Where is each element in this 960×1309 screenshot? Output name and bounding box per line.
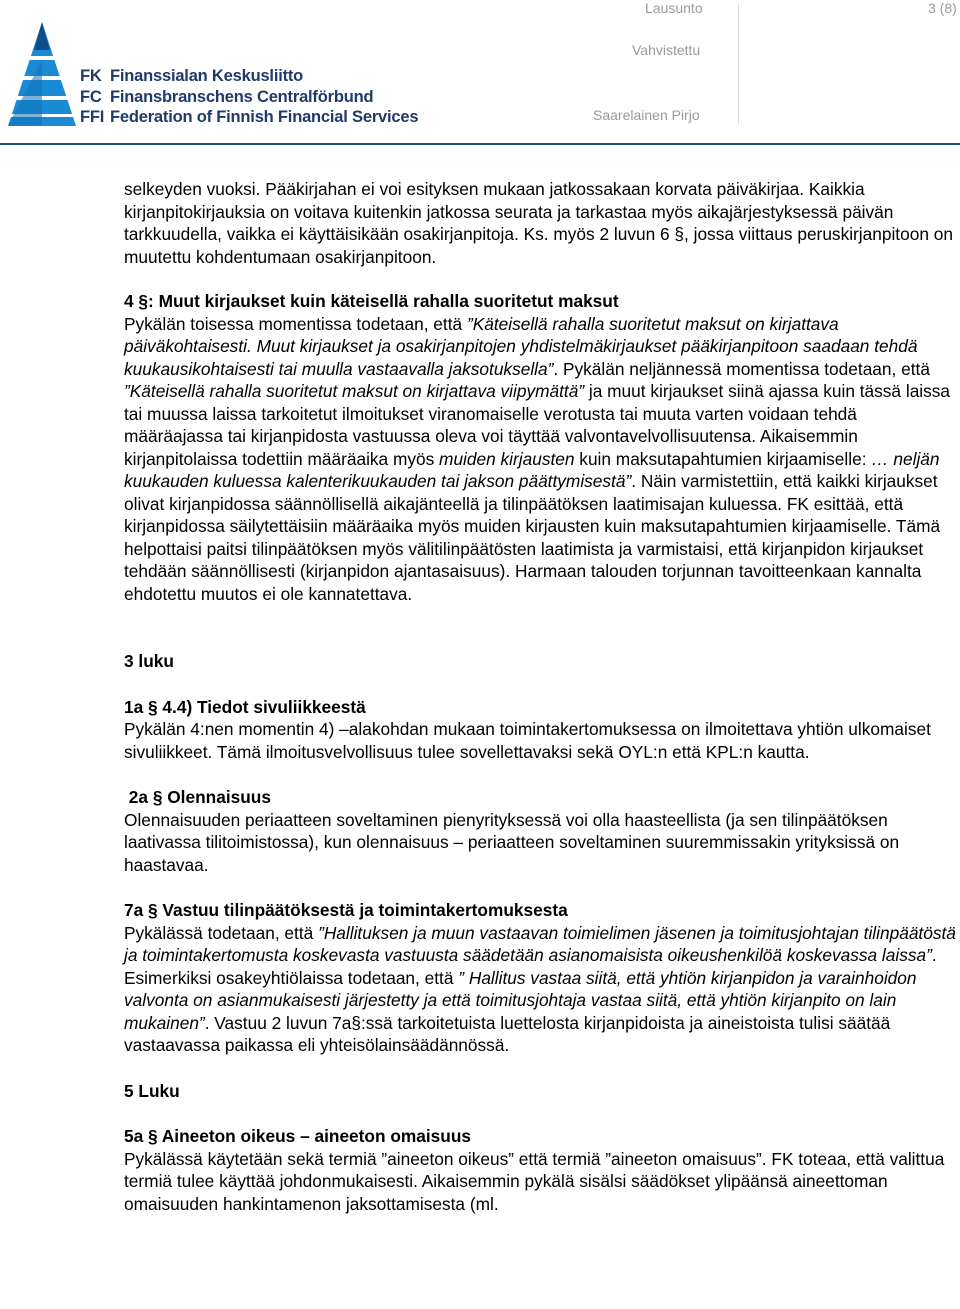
paragraph-section-4: Pykälän toisessa momentissa todetaan, että ”Käteisellä rahalla suoritetut maksut on kirjattava päiväkohtaisesti. Muut kirjaukset ja osakirjanpitojen yhdistelmäkirjaukset pääkirjanpitoon saadaan tehdä kuukausikohtaisesti tai muulla vastaavalla jaksotuksella”. Pykälän neljännessä momentissa todetaan, että ”Käteisellä rahalla suoritetut maksut on kirjattava viipymättä” ja muut kirjaukset siinä ajassa kuin tässä laissa tai muussa laissa tarkoitetut ilmoitukset viranomaiselle verotusta tai muuta varten voidaan tehdä määräajassa tai kirjanpidosta vastuussa oleva voi täyttää valvontavelvollisuutensa. Aikaisemmin kirjanpitolaissa todettiin määräaika myös muiden kirjausten kuin maksutapahtumien kirjaamiselle: … neljän kuukauden kuluessa kalenterikuukauden tai jakson päättymisestä”. Näin varmistettiin, että kaikki kirjaukset olivat kirjanpidossa säännöllisellä aikajänteellä ja tilinpäätöksen laatimisajan kuluessa. FK esittää, että kirjanpidossa säilytettäisiin määräaika myös muiden kirjausten kuin maksutapahtumien kirjaamiselle. Tämä helpottaisi paitsi tilinpäätöksen myös välitilinpäätösten laatimista ja varmistaisi, että kirjanpidon kirjaukset tehdään säännöllisesti (kirjanpidon ajantasaisuus). Harmaan talouden torjunnan tavoitteenkaan kannalta ehdotettu muutos ei ole kannatettava. <box>124 313 951 604</box>
section-heading-7a: 7a § Vastuu tilinpäätöksestä ja toimintakertomuksesta <box>124 900 568 920</box>
section-heading-5a: 5a § Aineeton oikeus – aineeton omaisuus <box>124 1126 472 1146</box>
chapter-heading-3: 3 luku <box>124 651 174 671</box>
logo-line-fc: FC Finansbranschens Centralförbund <box>80 87 374 106</box>
section-heading-4: 4 §: Muut kirjaukset kuin käteisellä rahalla suoritetut maksut <box>124 291 619 311</box>
chapter-heading-5: 5 Luku <box>124 1080 180 1101</box>
section-heading-2a: 2a § Olennaisuus <box>124 787 271 807</box>
page-header <box>0 0 960 148</box>
pyramid-logo-icon <box>2 20 82 132</box>
page-number: 3 (8) <box>928 0 957 16</box>
header-divider <box>738 4 739 124</box>
paragraph-section-2a: Olennaisuuden periaatteen soveltaminen pienyrityksessä voi olla haasteellista (ja sen tilinpäätöksen laativassa tilitoimistossa), kun olennaisuus – periaatteen soveltaminen suuremmissakin yrityksissä on haastavaa. <box>124 809 900 875</box>
paragraph-section-1a: Pykälän 4:nen momentin 4) –alakohdan mukaan toimintakertomuksessa on ilmoitettava yhtiön ulkomaiset sivuliikkeet. Tämä ilmoitusvelvollisuus tulee sovellettavaksi sekä OYL:n että KPL:n kautta. <box>124 719 931 762</box>
paragraph-section-5a: Pykälässä käytetään sekä termiä ”aineeton oikeus” että termiä ”aineeton omaisuus”. FK toteaa, että valittua termiä tulee käyttää johdonmukaisesti. Aikaisemmin pykälä sisälsi säädökset ylipäänsä aineettoman omaisuuden hankintamenon jaksottamisesta (ml. <box>124 1148 945 1214</box>
logo-line-ffi: FFI Federation of Finnish Financial Services <box>80 108 419 126</box>
section-heading-1a: 1a § 4.4) Tiedot sivuliikkeestä <box>124 696 366 717</box>
organization-logo <box>0 18 419 133</box>
document-author: Saarelainen Pirjo <box>593 107 700 123</box>
document-body <box>124 178 960 1215</box>
paragraph-intro: selkeyden vuoksi. Pääkirjahan ei voi esityksen mukaan jatkossakaan korvata päiväkirjaa. Kaikkia kirjanpitokirjauksia on voitava kuitenkin jatkossa seurata ja tarkastaa myös aikajärjestyksessä päivän tarkkuudella, vaikka ei käyttäisikään osakirjanpitoja. Ks. myös 2 luvun 6 §, jossa viittaus peruskirjanpitoon on muutettu kohdentumaan osakirjanpitoon. <box>124 179 953 267</box>
document-type: Lausunto <box>645 0 703 16</box>
header-rule <box>0 143 960 145</box>
logo-line-fk: FK Finanssialan Keskusliitto <box>80 67 304 85</box>
document-status: Vahvistettu <box>632 42 701 58</box>
paragraph-section-7a: Pykälässä todetaan, että ”Hallituksen ja muun vastaavan toimielimen jäsenen ja toimitusjohtajan tilinpäätöstä ja toimintakertomusta koskevasta vastuusta säädetään asianomaisista oikeushenkilöä koskevassa laissa”. Esimerkiksi osakeyhtiölaissa todetaan, että ” Hallitus vastaa siitä, että yhtiön kirjanpidon ja varainhoidon valvonta on asianmukaisesti järjestetty ja että toimitusjohtaja vastaa siitä, että yhtiön kirjanpito on lain mukainen”. Vastuu 2 luvun 7a§:ssä tarkoitetuista luettelosta kirjanpidoista ja aineistoista tulisi säätää vastaavassa paikassa eli yhteisölainsäädännössä. <box>124 922 956 1055</box>
